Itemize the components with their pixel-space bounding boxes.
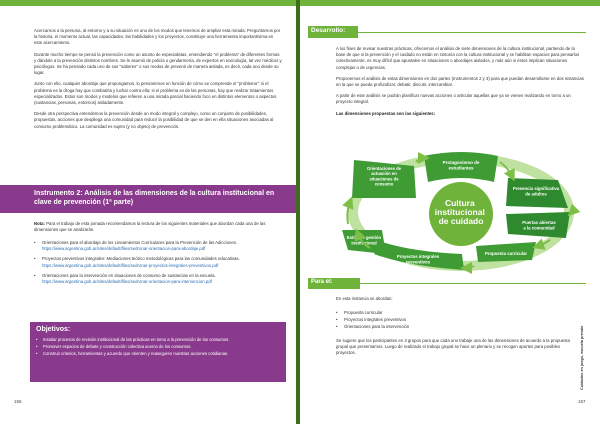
list-item: • Construir criterios, herramientas y acuerdo que orienten y reaseguren nuestras acciones cotidianas. bbox=[36, 351, 276, 357]
divider bbox=[360, 283, 586, 284]
list-item bbox=[34, 273, 279, 285]
section-header bbox=[308, 26, 358, 38]
paragraph: Acercarnos a la persona, al entorno y a su situación es uno de los modos que tenemos de ampliar esta mirada. Preguntarnos por la historia, el momento actual, las capacidades, las habilidades y los proyectos, constituye una herramienta importantísima en este acercamiento. bbox=[34, 28, 281, 46]
dimensions-diagram bbox=[336, 150, 586, 274]
part-list bbox=[336, 310, 576, 332]
resource-link[interactable]: https://www.argentina.gob.ar/sites/default/files/sedronar-proyectos-integrales-preventivos.pdf bbox=[42, 262, 219, 268]
list-item bbox=[34, 240, 279, 252]
left-page bbox=[0, 0, 296, 424]
intro-text bbox=[34, 28, 282, 135]
closing-text: Se sugiere que los participantes en 3 grupos para que cada uno trabaje una de las dimensiones de acuerdo a la propuesta grupal que presentamos. Luego de realizado el trabajo grupal se hace un plenario y se recogen aportes para posibles proyectos. bbox=[336, 338, 570, 356]
note-text: Para el trabajo de esta jornada recomendamos la lectura de los siguientes materiales que abordan cada una de las dimensiones que se analizarán. bbox=[34, 221, 266, 233]
paragraph: Durante mucho tiempo se pensó la prevención como un asunto de especialistas, entendiendo "el problema" de diferentes formas y dándole a la prevención distintos nombres. Se le asumió de policía o gendarmería, de expertos en toxicología, tal vez médicos y psicólogos. Se ha pensado cada uno de sus "saberes" o sus modos de prevenir de manera aislada, es decir, cada uno desde su lugar. bbox=[34, 51, 282, 76]
label-propuesta: Propuesta curricular bbox=[484, 251, 528, 256]
paragraph: Desde otra perspectiva entendemos la prevención desde un modo integral y complejo, como un conjunto de posibilidades, propuestas, acciones que despliega una comunidad para reducir la posibilidad de que se den en ella situaciones asociadas al consumo problemático. La comunidad es sujeto (y no objeto) de prevención. bbox=[34, 111, 274, 129]
resource-link[interactable]: https://www.argentina.gob.ar/sites/default/files/sedronar-orientacion-para-abordaje.pdf bbox=[42, 246, 206, 252]
instrument-header bbox=[0, 185, 296, 213]
list-item bbox=[34, 256, 279, 268]
list-item: • Instalar procesos de revisión institucional de las prácticas en torno a la prevención de los consumos. bbox=[36, 337, 276, 343]
top-bar bbox=[300, 0, 600, 6]
paragraph: A los fines de revisar nuestras prácticas, ofrecemos el análisis de siete dimensiones de la cultura institucional, partiendo de la base de que si la prevención y el cuidado no están en sintonía con la cultura institucional y se habilitan espacios para pensarlos colectivamente, es muy difícil que apuntalen en situaciones o abordajes aislados, y más aún si éstos implican situaciones complejas o de urgencias. bbox=[336, 46, 580, 70]
note bbox=[34, 221, 282, 233]
objectives-box bbox=[30, 322, 286, 382]
note-label: Nota: bbox=[34, 221, 45, 226]
label-orientaciones: Orientaciones de actuación en situaciones de consumo bbox=[367, 166, 401, 187]
dimensions-heading: Las dimensiones propuestas son las siguientes: bbox=[336, 110, 436, 116]
page-number: 157 bbox=[578, 399, 586, 404]
list-item: • Propuesta curricular bbox=[336, 310, 576, 316]
paragraph: Junto con ello, cualquier abordaje que propongamos, lo pensaremos en función de cómo se comprende el "problema": si el problema es la droga hay que combatirla y luchar contra ella; si el problema es de las personas, hay que realizar tratamientos especializados. Estos son modos y modelos que refieren a una mirada parcial haciendo foco en distintos elementos o aspectos (sustancias, personas, entornos) aisladamente. bbox=[34, 81, 277, 106]
page-number: 156 bbox=[14, 399, 22, 404]
paragraph: Proponemos el análisis de estas dimensiones en dos partes (Instrumentos 2 y 3) para que puedan desarrollarse en dos instancias en la que se pueda profundizar, debatir, discutir, intercambiar. bbox=[336, 75, 584, 88]
resource-title: • Proyectos preventivos integrales: Mediaciones teórico metodológicas para las comunidades educativas. bbox=[42, 256, 240, 262]
label-estilo: Estilo de gestión institucional bbox=[346, 235, 382, 246]
center-title: Cultura institucional de cuidado bbox=[434, 198, 485, 226]
resource-link[interactable]: https://www.argentina.gob.ar/sites/default/files/sedronar-orientacion-para-intervencion.pdf bbox=[42, 279, 212, 285]
list-item: • Orientaciones para la intervención bbox=[336, 324, 576, 330]
label-puertas: Puertas abiertas a la comunidad bbox=[522, 220, 556, 231]
label-proyectos: Proyectos integrales preventivos bbox=[396, 254, 440, 265]
section-title: Desarrollo: bbox=[311, 27, 346, 34]
divider bbox=[358, 32, 586, 33]
side-label: Cuidados en juego, escuela prevale bbox=[580, 325, 584, 390]
part-header bbox=[308, 278, 360, 289]
cycle-arrow bbox=[572, 208, 573, 212]
instrument-title: Instrumento 2: Análisis de las dimensiones de la cultura institucional en clave de prevención (1ª parte) bbox=[34, 190, 275, 206]
resource-list bbox=[34, 240, 279, 289]
paragraph: A partir de este análisis se podrán planificar nuevas acciones o articular aquellas que ya se vienen realizando en torno a un proyecto integral. bbox=[336, 93, 571, 105]
list-item: • Proyectos integrales preventivos bbox=[336, 317, 576, 323]
resource-title: • Orientaciones para el abordaje de los Lineamientos Curriculares para la Prevención de las Adicciones. bbox=[42, 240, 238, 245]
label-presencia: Presencia significativa de adultos bbox=[512, 186, 560, 197]
list-item: • Promover espacios de debate y construcción colectiva acerca de los consumos. bbox=[36, 344, 276, 350]
objectives-list bbox=[36, 337, 276, 358]
resource-title: • Orientaciones para la intervención en situaciones de consumo de sustancias en la escuela. bbox=[42, 272, 216, 278]
top-bar bbox=[0, 0, 296, 6]
part-title: Para el: bbox=[311, 279, 333, 285]
objectives-title: Objetivos: bbox=[36, 326, 71, 333]
development-text bbox=[336, 46, 584, 122]
label-protagonismo: Protagonismo de estudiantes bbox=[442, 160, 480, 171]
part-intro: En esta instancia se abordan: bbox=[336, 296, 393, 301]
